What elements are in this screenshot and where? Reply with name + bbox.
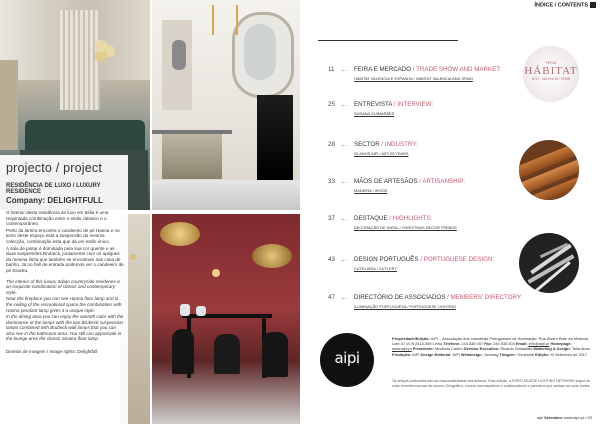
entry-number: 43 [328,256,335,263]
company-heading: Company: DELIGHTFULL [6,196,103,205]
residence-heading: RESIDÊNCIA DE LUXO / LUXURY RESIDENCE [6,183,101,195]
entry-subtitle: CUTELARIA / CUTLERY [354,266,397,271]
entry-number: 33 [328,178,335,185]
entry-subtitle: 20 ANOS AIPI / AIPI 20 YEARS [354,151,409,156]
article-panel [0,155,128,424]
entry-title: DIRECTÓRIO DE ASSOCIADOS / MEMBERS' DIRECTORY: [354,294,523,301]
entry-number: 47 [328,294,335,301]
entry-title: FEIRA E MERCADO / TRADE SHOW AND MARKET: [354,66,502,73]
entry-title: ENTREVISTA / INTERVIEW: [354,101,434,108]
divider [318,40,458,41]
dining-room-photo [152,214,300,424]
page-footer: aipi Setembro www.aipi.pt • 03 [536,415,592,420]
entry-dots: ... [341,215,347,222]
entry-subtitle: DECORAÇÃO DE NATAL / CHRISTMAS DECOR TRENDS [354,225,457,230]
index-header [535,2,596,8]
entry-dots: ... [341,141,347,148]
entry-title: SECTOR / INDUSTRY: [354,141,418,148]
pt-paragraph-1: O interior desta residência de luxo em Itália é uma requintada combinação entre o estilo clássico e o contemporâneo. [6,210,109,227]
entry-title: DESIGN PORTUGUÊS / PORTUGUESE DESIGN: [354,256,495,263]
email-link[interactable]: info@aipi.pt [528,341,550,347]
entry-number: 25 [328,101,335,108]
entry-title: DESTAQUE / HIGHLIGHTS: [354,215,433,222]
en-paragraph-3: In the dining area you can enjoy the warmth color with the dominance of the lamps with the two Brubeck suspension lamps combined with Brubeck wall lamps that you can also see in the bathroom area. You still can appreciate in the lounge area the classic Sinatra floor lamp. [6,314,124,342]
homepage-link[interactable]: www.aipi.pt [392,346,412,352]
index-label: ÍNDICE / CONTENTS [534,2,588,9]
en-paragraph-2: Near the fireplace you can see Hanna floor lamp and in the ceiling of the recreational space the combination with Hanna pendant lamp gives it a unique style. [6,296,122,313]
habitat-logo-thumbnail [523,46,579,102]
aipi-logo-text: aipi [334,349,360,367]
entry-number: 28 [328,141,335,148]
entry-subtitle: SUSANA GUIMARÃES [354,111,395,116]
entry-number: 11 [328,66,335,73]
habitat-logo-top: FERIA [545,61,557,65]
entry-subtitle: HABITAT VALENCIA E ESPANHA / HABITAT VALENCIA AND SPAIN [354,76,473,81]
section-title: projecto / project [6,161,103,175]
pt-paragraph-2: Perto da lareira encontra o candeeiro de pé Hanna e no tecto deste espaço está a suspensão da mesma colecção, combinação esta que dá um estilo único. [6,227,120,244]
bathroom-photo [152,0,300,210]
entry-dots: ... [341,294,347,301]
colophon: Propriedade/Edição: AIPI – Associação dos Industriais Portugueses de Iluminação, Rua Álvaro Brée da Miranda, Lote 47 r/c B 2415-369 Leiria Telefone: 244 835 057 Fax: 244 835 503 Email: info@aipi.pt Homepage: www.aipi.pt Presidente: Modesto Castro Director Executivo: Ricardo Sebastião Marketing & Design: Telia Alves Produção: AIPI Design Editorial: AIPI Webdesign: Jovimag Tiragem: Trimestral Edição: XI Setembro de 2017 [392,336,591,357]
entry-subtitle: ILUMINAÇÃO PORTUGUESA / PORTUGUESE LIGHTING [354,304,457,309]
entry-title: MÃOS DE ARTESÃOS / ARTISANSHIP: [354,178,466,185]
aipi-logo [320,333,374,387]
entry-subtitle: MADEIRA / WOOD [354,188,388,193]
pt-paragraph-3: A sala de jantar é dominada pela sua cor quente e as duas suspensões Brubeck, juntamente com os apliques da mesma linha que também se encontram nas casa de banho. Já no hall de entrada podemos ver o candeeiro de pé Sinatra. [6,245,124,273]
habitat-logo-date: 2017 · VALENCIA / SPAIN [531,77,571,81]
entry-number: 37 [328,215,335,222]
colophon-note: Os artigos publicados são da responsabilidade dos autores. Esta edição, a PORTUGUESE LIGHTING NETWORK segue as mais recentes normas do acordo Ortográfico, exceto nos respetivos e colaboradores e parceiros que adotam as suas fontes. [392,379,591,388]
square-icon [590,2,596,8]
cutlery-thumbnail [519,233,579,293]
entry-dots: ... [341,66,347,73]
wood-thumbnail [519,140,579,200]
entry-dots: ... [341,256,347,263]
en-paragraph-1: The interior of this luxury Italian countryside residence is an exquisite combination of classic and contemporary style. [6,278,121,295]
footer-url[interactable]: www.aipi.pt • 03 [563,415,592,420]
entry-dots: ... [341,101,347,108]
image-credit: Direitos de imagem / Image rights: Delightfull [6,349,98,355]
habitat-logo-name: HÁBITAT [524,65,578,77]
entry-dots: ... [341,178,347,185]
